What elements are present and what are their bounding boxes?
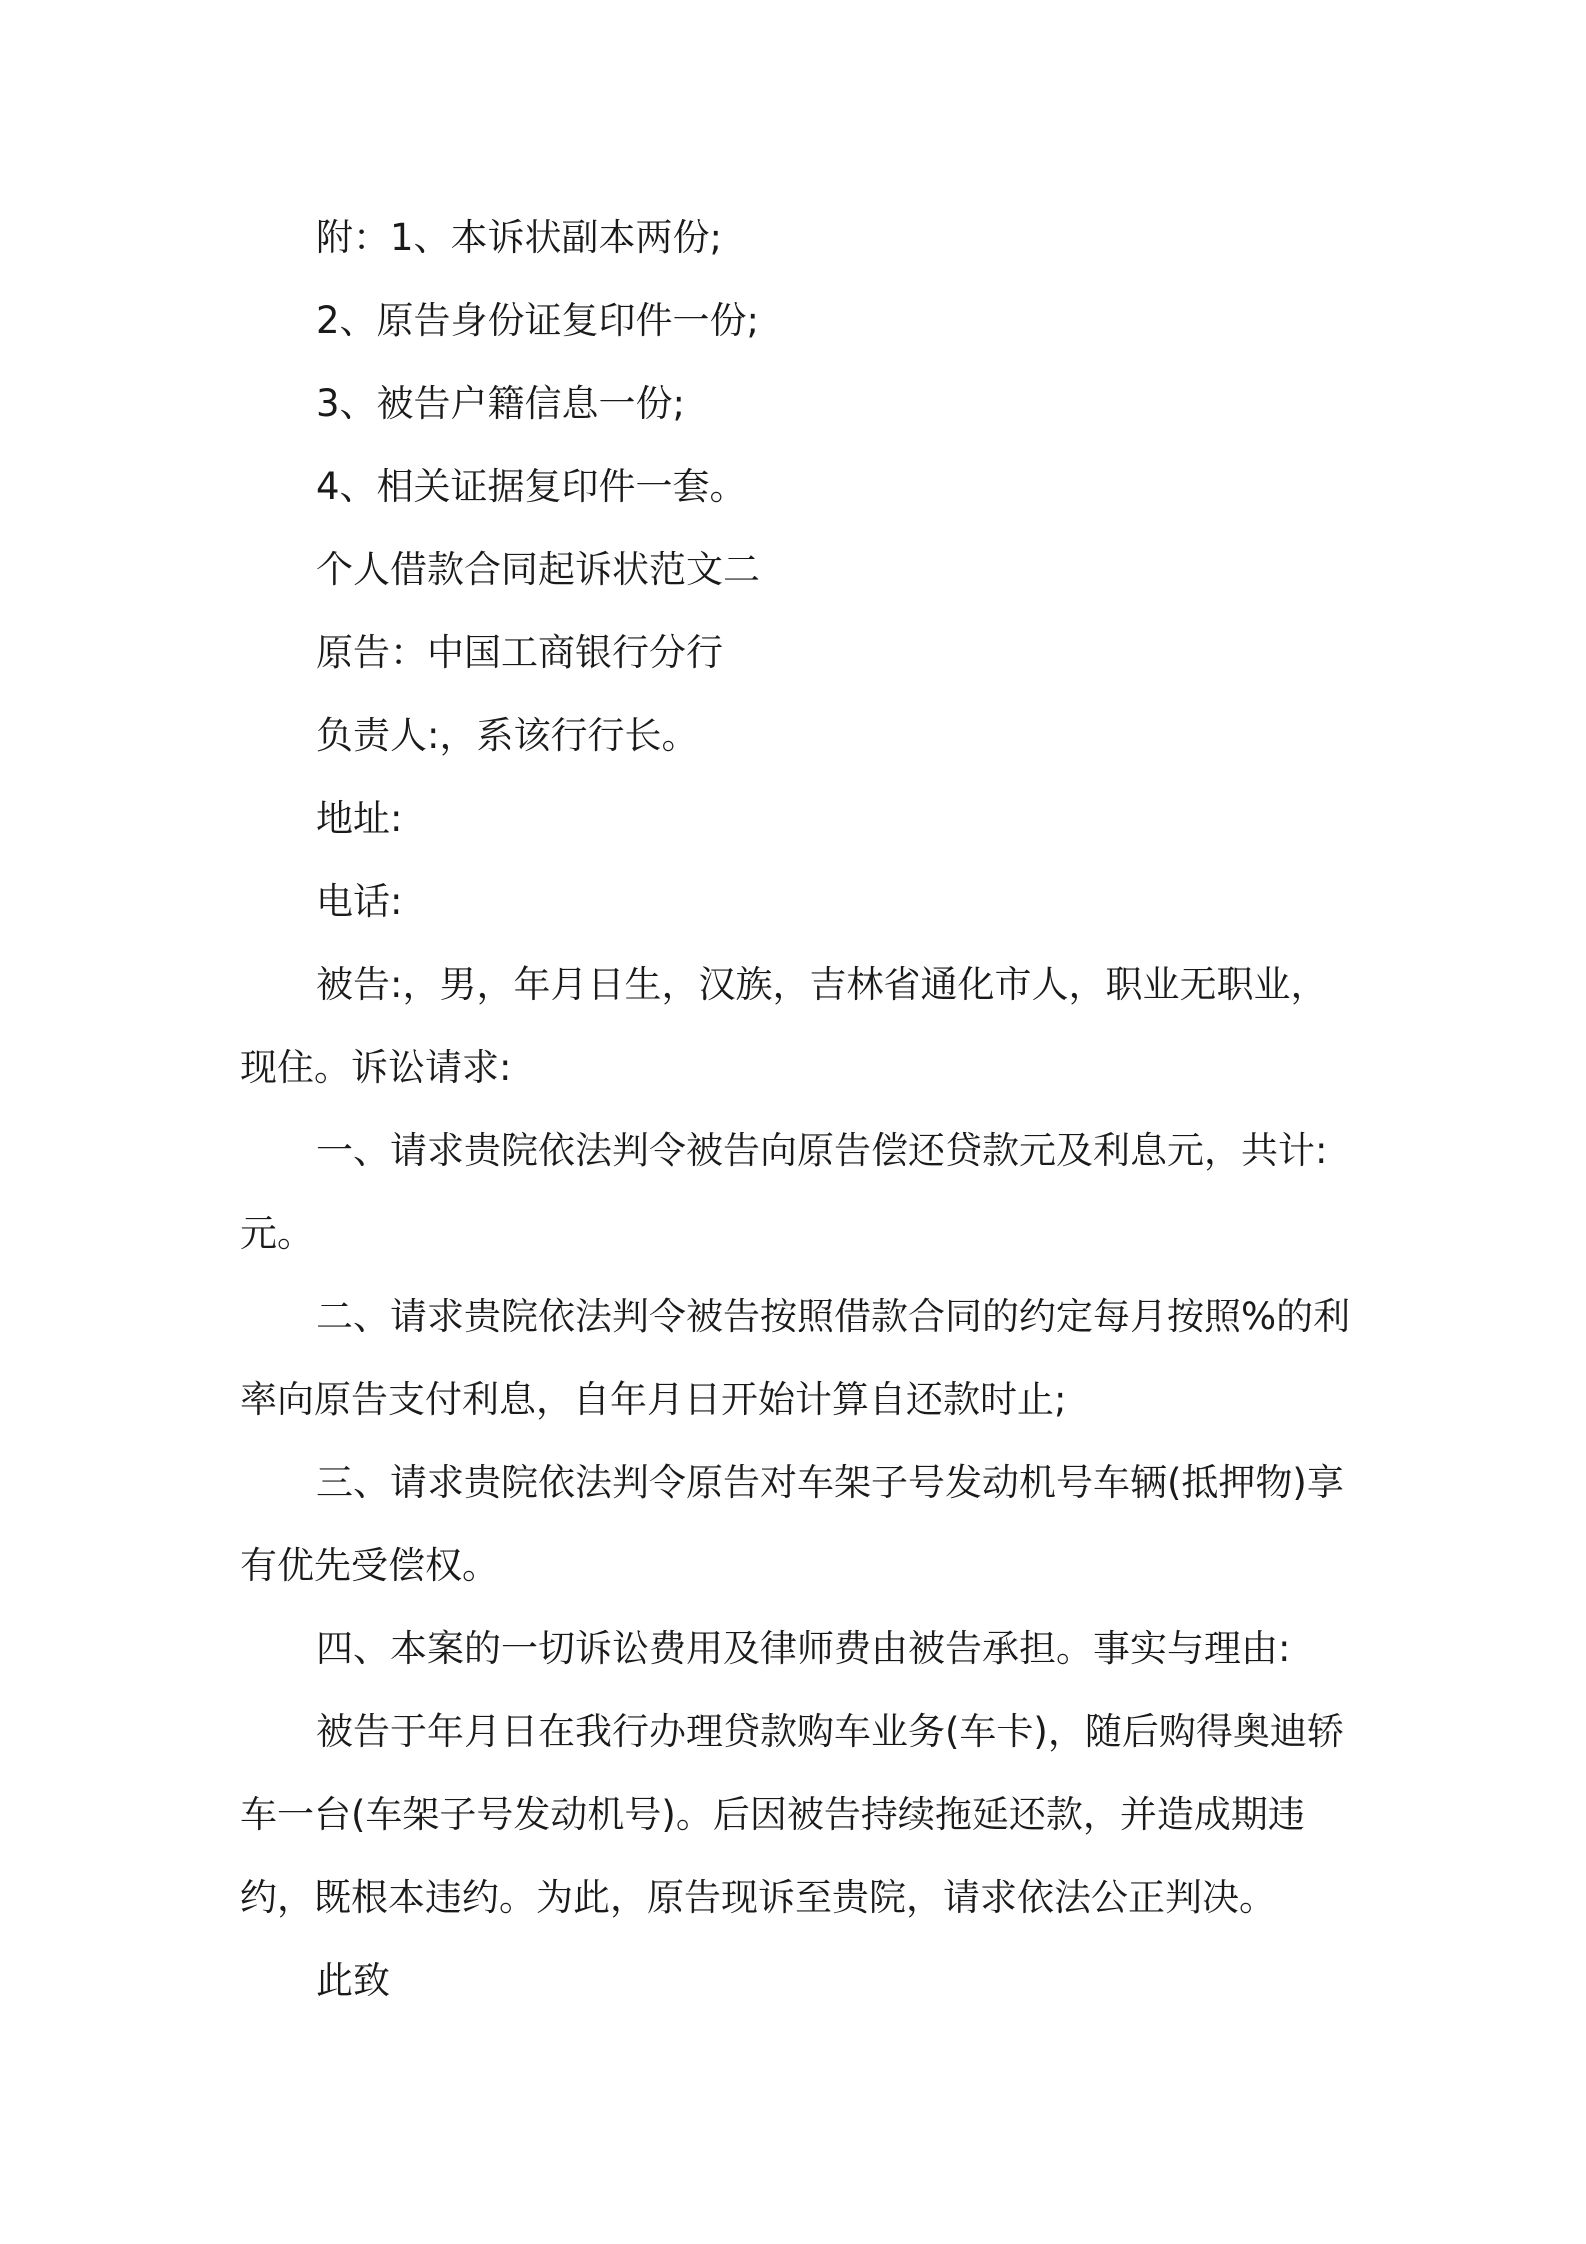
phone-line: 电话: <box>316 880 403 923</box>
attachment-heading: 附：1、本诉状副本两份; <box>316 216 723 259</box>
closing-line: 此致 <box>316 1959 390 2002</box>
responsible-person-line: 负责人:，系该行行长。 <box>316 714 699 757</box>
attachment-item-2: 2、原告身份证复印件一份; <box>316 299 760 342</box>
claim-4-paragraph: 四、本案的一切诉讼费用及律师费由被告承担。事实与理由: <box>316 1627 1291 1670</box>
document-body <box>240 196 1360 2022</box>
section-title: 个人借款合同起诉状范文二 <box>316 548 760 591</box>
plaintiff-line: 原告：中国工商银行分行 <box>316 631 723 674</box>
address-line: 地址: <box>316 797 403 840</box>
attachment-item-4: 4、相关证据复印件一套。 <box>316 465 747 508</box>
defendant-paragraph: 被告:，男，年月日生，汉族，吉林省通化市人，职业无职业，现住。诉讼请求: <box>240 963 1328 1089</box>
facts-paragraph: 被告于年月日在我行办理贷款购车业务(车卡)，随后购得奥迪轿车一台(车架子号发动机号)。后因被告持续拖延还款，并造成期违约，既根本违约。为此，原告现诉至贵院，请求依法公正判决。 <box>240 1710 1344 1919</box>
attachment-item-3: 3、被告户籍信息一份; <box>316 382 686 425</box>
claim-3-paragraph: 三、请求贵院依法判令原告对车架子号发动机号车辆(抵押物)享有优先受偿权。 <box>240 1461 1344 1587</box>
claim-1-paragraph: 一、请求贵院依法判令被告向原告偿还贷款元及利息元，共计:元。 <box>240 1129 1328 1255</box>
claim-2-paragraph: 二、请求贵院依法判令被告按照借款合同的约定每月按照%的利率向原告支付利息，自年月日开始计算自还款时止; <box>240 1295 1351 1421</box>
